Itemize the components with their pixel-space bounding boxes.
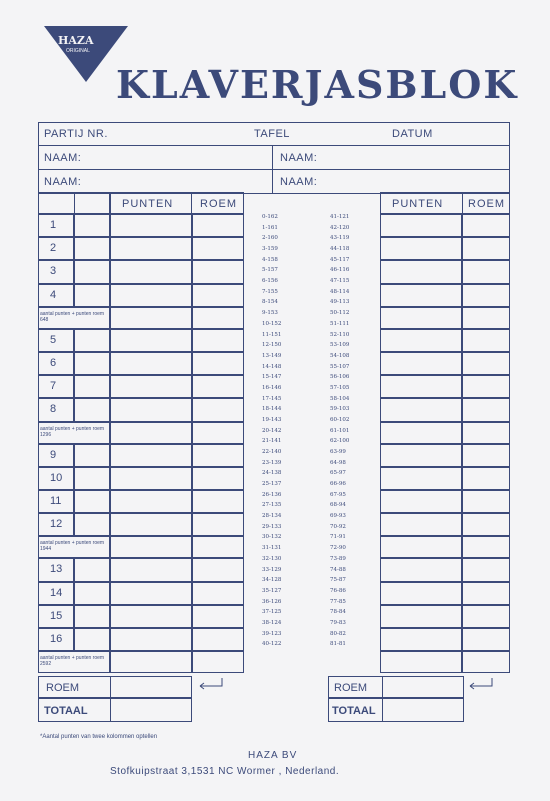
left-punten-cell — [110, 558, 192, 581]
score-left-entry: 39-123 — [262, 630, 282, 637]
round-number: 1 — [50, 219, 57, 231]
score-left-entry: 0-162 — [262, 214, 278, 220]
right-punten-cell — [380, 467, 462, 490]
left-roem-cell — [192, 490, 244, 513]
round-number: 6 — [50, 357, 57, 369]
left-input-cell — [74, 398, 110, 421]
roem-header-right: ROEM — [468, 198, 505, 210]
right-roem-cell — [462, 628, 510, 651]
score-left-entry: 4-158 — [262, 256, 278, 263]
score-left-entry: 30-132 — [262, 534, 282, 541]
round-number: 8 — [50, 403, 57, 416]
arrow-left-icon — [196, 676, 224, 692]
left-input-cell — [74, 490, 110, 513]
left-roem-cell — [192, 558, 244, 581]
roem-header-left: ROEM — [200, 198, 237, 210]
left-punten-cell — [110, 284, 192, 307]
right-roem-cell — [462, 398, 510, 421]
left-roem-cell — [192, 398, 244, 421]
right-punten-cell — [380, 260, 462, 283]
score-left-entry: 8-154 — [262, 299, 278, 306]
right-punten-cell — [380, 214, 462, 237]
score-right-entry: 68-94 — [330, 502, 346, 509]
company-address: Stofkuipstraat 3,1531 NC Wormer , Nederland. — [110, 766, 340, 777]
score-left-entry: 32-130 — [262, 555, 282, 562]
left-punten-cell — [110, 490, 192, 513]
right-roem-cell — [462, 490, 510, 513]
left-input-cell — [74, 467, 110, 490]
right-punten-cell — [380, 582, 462, 605]
naam-label-4: NAAM: — [280, 176, 318, 188]
left-input-cell — [74, 237, 110, 260]
left-punten-cell — [110, 260, 192, 283]
score-left-entry: 3-159 — [262, 246, 278, 253]
score-left-entry: 17-145 — [262, 395, 282, 402]
naam-label-3: NAAM: — [44, 176, 82, 188]
left-input-cell — [74, 329, 110, 352]
left-input-cell — [74, 352, 110, 375]
left-roem-cell — [192, 605, 244, 628]
logo-text: HAZA — [58, 34, 94, 47]
round-number: 12 — [50, 518, 63, 531]
left-subtotal-punten — [110, 536, 192, 558]
right-punten-cell — [380, 651, 462, 673]
left-roem-cell — [192, 444, 244, 467]
score-right-entry: 48-114 — [330, 288, 350, 295]
subtotal-label: aantal punten + punten roem 1944 — [40, 540, 105, 553]
score-right-entry: 74-88 — [330, 566, 346, 573]
round-number: 7 — [50, 380, 57, 393]
roem-total-label-right: ROEM — [334, 682, 367, 694]
score-right-entry: 72-90 — [330, 545, 346, 552]
score-left-entry: 34-128 — [262, 577, 282, 584]
logo-subtext: ORIGINAL — [66, 48, 90, 54]
right-roem-cell — [462, 467, 510, 490]
score-left-entry: 31-131 — [262, 545, 282, 552]
subtotal-label: aantal punten + punten roem 648 — [40, 310, 105, 323]
round-number: 3 — [50, 265, 57, 278]
left-input-cell — [74, 214, 110, 237]
score-left-entry: 9-153 — [262, 310, 278, 317]
score-left-entry: 12-150 — [262, 342, 282, 349]
left-subtotal-roem — [192, 422, 244, 444]
left-punten-cell — [110, 605, 192, 628]
score-left-entry: 22-140 — [262, 449, 282, 456]
score-left-entry: 27-135 — [262, 502, 282, 509]
score-right-entry: 44-118 — [330, 246, 350, 253]
left-input-cell — [74, 375, 110, 398]
round-number: 10 — [50, 471, 63, 484]
score-left-entry: 24-138 — [262, 470, 282, 477]
score-right-entry: 70-92 — [330, 523, 346, 530]
score-right-entry: 76-86 — [330, 587, 346, 594]
score-right-entry: 45-117 — [330, 256, 350, 263]
left-input-cell — [74, 444, 110, 467]
right-roem-cell — [462, 352, 510, 375]
score-left-entry: 16-146 — [262, 384, 282, 391]
left-roem-cell — [192, 352, 244, 375]
left-roem-cell — [192, 628, 244, 651]
left-subtotal-roem — [192, 536, 244, 558]
left-roem-cell — [192, 214, 244, 237]
left-roem-cell — [192, 329, 244, 352]
left-roem-cell — [192, 513, 244, 536]
score-right-entry: 58-104 — [330, 395, 350, 402]
score-left-entry: 33-129 — [262, 566, 282, 573]
score-right-entry: 81-81 — [330, 641, 346, 648]
right-punten-cell — [380, 352, 462, 375]
left-roem-cell — [192, 237, 244, 260]
right-roem-cell — [462, 582, 510, 605]
right-roem-cell — [462, 513, 510, 536]
right-punten-cell — [380, 375, 462, 398]
score-right-entry: 55-107 — [330, 363, 350, 370]
right-punten-cell — [380, 307, 462, 329]
right-header-roem — [462, 192, 510, 214]
datum-label: DATUM — [392, 128, 433, 140]
score-left-entry: 37-125 — [262, 609, 282, 616]
left-punten-cell — [110, 329, 192, 352]
right-roem-cell — [462, 237, 510, 260]
score-right-entry: 43-119 — [330, 235, 350, 242]
right-roem-cell — [462, 329, 510, 352]
naam-label-1: NAAM: — [44, 152, 82, 164]
round-number: 16 — [50, 633, 63, 645]
score-right-entry: 71-91 — [330, 534, 346, 541]
right-roem-cell — [462, 444, 510, 467]
right-roem-cell — [462, 422, 510, 444]
score-right-entry: 61-101 — [330, 427, 350, 434]
left-punten-cell — [110, 513, 192, 536]
left-roem-cell — [192, 582, 244, 605]
left-input-cell — [74, 628, 110, 651]
score-left-entry: 36-126 — [262, 598, 282, 605]
right-roem-cell — [462, 375, 510, 398]
score-left-entry: 6-156 — [262, 278, 278, 285]
score-right-entry: 65-97 — [330, 470, 346, 477]
right-roem-cell — [462, 605, 510, 628]
score-right-entry: 51-111 — [330, 320, 350, 327]
right-punten-cell — [380, 329, 462, 352]
score-right-entry: 56-106 — [330, 374, 350, 381]
naam-label-2: NAAM: — [280, 152, 318, 164]
score-left-entry: 28-134 — [262, 513, 282, 520]
left-punten-cell — [110, 582, 192, 605]
right-punten-cell — [380, 444, 462, 467]
score-left-entry: 18-144 — [262, 406, 282, 413]
right-punten-cell — [380, 513, 462, 536]
left-roem-cell — [192, 375, 244, 398]
score-left-entry: 11-151 — [262, 331, 282, 338]
left-input-cell — [74, 260, 110, 283]
subtotal-label: aantal punten + punten roem 2592 — [40, 655, 105, 668]
right-roem-cell — [462, 536, 510, 558]
score-left-entry: 7-155 — [262, 288, 278, 295]
score-right-entry: 53-109 — [330, 342, 350, 349]
right-punten-cell — [380, 490, 462, 513]
punten-header-left: PUNTEN — [122, 198, 174, 210]
footnote: *Aantal punten van twee kolommen optellen — [40, 734, 158, 740]
right-roem-cell — [462, 260, 510, 283]
round-number: 5 — [50, 333, 57, 346]
score-right-entry: 49-113 — [330, 299, 350, 306]
score-right-entry: 57-105 — [330, 384, 350, 391]
left-input-cell — [74, 605, 110, 628]
left-punten-cell — [110, 375, 192, 398]
subtotal-label: aantal punten + punten roem 1296 — [40, 425, 105, 438]
right-punten-cell — [380, 237, 462, 260]
score-left-entry: 19-143 — [262, 416, 282, 423]
left-subtotal-punten — [110, 307, 192, 329]
left-input-cell — [74, 513, 110, 536]
round-number: 4 — [50, 288, 57, 301]
arrow-right-icon — [466, 676, 494, 692]
left-input-cell — [74, 558, 110, 581]
score-left-entry: 5-157 — [262, 267, 278, 274]
score-left-entry: 25-137 — [262, 481, 282, 488]
right-punten-cell — [380, 284, 462, 307]
score-right-entry: 79-83 — [330, 619, 346, 626]
left-punten-cell — [110, 237, 192, 260]
right-punten-cell — [380, 398, 462, 421]
score-right-entry: 80-82 — [330, 630, 346, 637]
left-input-cell — [74, 582, 110, 605]
score-right-entry: 63-99 — [330, 449, 346, 456]
score-right-entry: 60-102 — [330, 416, 350, 423]
score-right-entry: 41-121 — [330, 214, 350, 220]
round-number: 13 — [50, 563, 63, 576]
left-punten-cell — [110, 628, 192, 651]
partij-label: PARTIJ NR. — [44, 128, 108, 140]
right-roem-cell — [462, 214, 510, 237]
score-left-entry: 26-136 — [262, 491, 282, 498]
score-right-entry: 52-110 — [330, 331, 350, 338]
score-right-entry: 62-100 — [330, 438, 350, 445]
score-left-entry: 20-142 — [262, 427, 282, 434]
left-subtotal-punten — [110, 422, 192, 444]
score-left-entry: 2-160 — [262, 235, 278, 242]
left-subtotal-roem — [192, 651, 244, 673]
score-right-entry: 64-98 — [330, 459, 346, 466]
right-punten-cell — [380, 558, 462, 581]
left-subtotal-punten — [110, 651, 192, 673]
score-right-entry: 69-93 — [330, 513, 346, 520]
score-left-entry: 23-139 — [262, 459, 282, 466]
right-roem-cell — [462, 307, 510, 329]
round-number: 15 — [50, 609, 63, 622]
score-right-entry: 59-103 — [330, 406, 350, 413]
round-number: 2 — [50, 242, 57, 255]
score-left-entry: 29-133 — [262, 523, 282, 530]
right-punten-cell — [380, 422, 462, 444]
company-name: HAZA BV — [248, 750, 298, 761]
left-roem-cell — [192, 260, 244, 283]
round-number: 14 — [50, 586, 63, 599]
left-punten-cell — [110, 398, 192, 421]
page-title: KLAVERJASBLOK — [116, 62, 519, 107]
score-right-entry: 54-108 — [330, 352, 350, 359]
score-right-entry: 67-95 — [330, 491, 346, 498]
left-header-punten — [110, 192, 192, 214]
left-punten-cell — [110, 467, 192, 490]
score-right-entry: 42-120 — [330, 224, 350, 231]
left-input-cell — [74, 284, 110, 307]
score-right-entry: 66-96 — [330, 481, 346, 488]
score-left-entry: 38-124 — [262, 619, 282, 626]
score-right-entry: 46-116 — [330, 267, 350, 274]
score-right-entry: 75-87 — [330, 577, 346, 584]
left-roem-cell — [192, 467, 244, 490]
right-roem-cell — [462, 558, 510, 581]
score-left-entry: 14-148 — [262, 363, 282, 370]
score-right-entry: 78-84 — [330, 609, 346, 616]
tafel-label: TAFEL — [254, 128, 290, 140]
totaal-label-right: TOTAAL — [332, 705, 376, 717]
score-left-entry: 1-161 — [262, 224, 278, 231]
right-roem-cell — [462, 284, 510, 307]
punten-header-right: PUNTEN — [392, 198, 444, 210]
right-roem-cell — [462, 651, 510, 673]
round-number: 11 — [50, 495, 62, 507]
left-header-cell-2 — [74, 192, 110, 214]
score-left-entry: 10-152 — [262, 320, 282, 327]
left-roem-cell — [192, 284, 244, 307]
roem-total-label-left: ROEM — [46, 682, 79, 694]
score-left-entry: 35-127 — [262, 587, 282, 594]
score-right-entry: 47-115 — [330, 278, 350, 285]
score-right-entry: 50-112 — [330, 310, 350, 317]
score-left-entry: 21-141 — [262, 438, 282, 445]
totaal-label-left: TOTAAL — [44, 705, 88, 717]
left-punten-cell — [110, 444, 192, 467]
score-right-entry: 77-85 — [330, 598, 346, 605]
score-left-entry: 13-149 — [262, 352, 282, 359]
right-punten-cell — [380, 605, 462, 628]
right-punten-cell — [380, 536, 462, 558]
left-subtotal-roem — [192, 307, 244, 329]
round-number: 9 — [50, 448, 57, 461]
score-left-entry: 15-147 — [262, 374, 282, 381]
score-right-entry: 73-89 — [330, 555, 346, 562]
score-left-entry: 40-122 — [262, 641, 282, 648]
right-punten-cell — [380, 628, 462, 651]
left-punten-cell — [110, 352, 192, 375]
left-punten-cell — [110, 214, 192, 237]
